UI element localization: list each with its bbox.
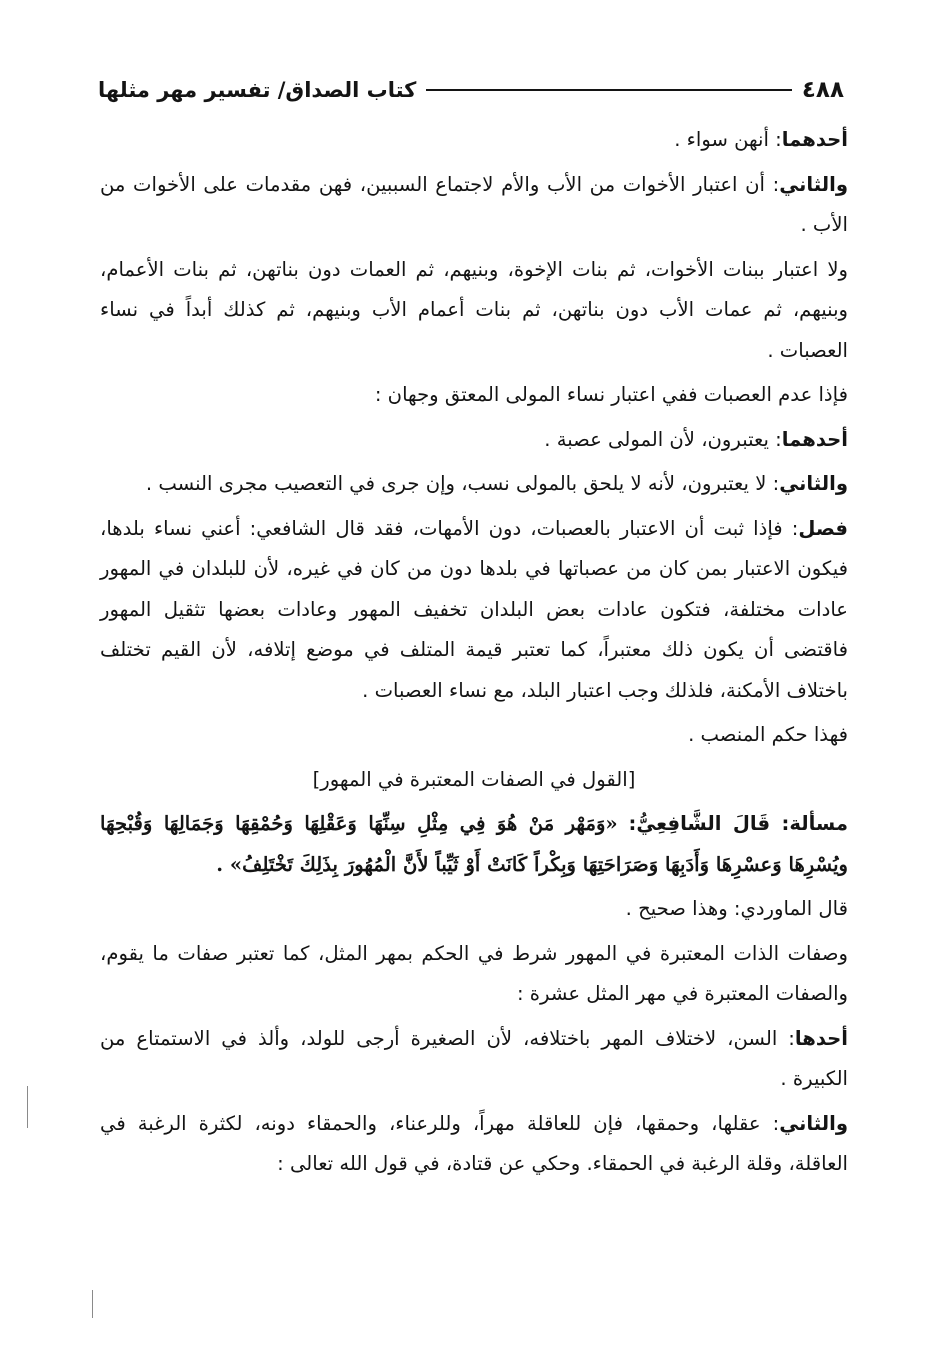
header-rule [426, 89, 791, 91]
section-heading: [القول في الصفات المعتبرة في المهور] [312, 767, 636, 791]
paragraph-text: : لا يعتبرون، لأنه لا يلحق بالمولى نسب، وإن جرى في التعصيب مجرى النسب . [145, 472, 780, 495]
paragraph [100, 165, 848, 246]
paragraph-text: وصفات الذات المعتبرة في المهور شرط في الحكم بمهر المثل، كما تعتبر صفات ما يقوم، والصفات المعتبرة في مهر المثل عشرة : [100, 941, 848, 1005]
masala-speaker: : قَالَ الشَّافِعِيُّ: [628, 812, 790, 835]
paragraph [100, 509, 848, 712]
paragraph [100, 420, 848, 461]
paragraph [100, 934, 848, 1015]
paragraph-text: فهذا حكم المنصب . [688, 723, 848, 746]
paragraph-lead: والثاني [779, 172, 848, 196]
paragraph [100, 715, 848, 756]
paragraph-text: : أن اعتبار الأخوات من الأب والأم لاجتماع السببين، فهن مقدمات على الأخوات من الأب . [100, 172, 848, 236]
paragraph-lead: أحدهما [781, 128, 848, 151]
paragraph-lead: والثاني [779, 472, 848, 495]
paragraph [100, 889, 848, 930]
scan-margin-mark [27, 1086, 28, 1128]
paragraph-text: قال الماوردي: وهذا صحيح . [625, 897, 848, 920]
masala-lead: مسألة [789, 812, 848, 835]
paragraph [100, 464, 848, 505]
paragraph-text: فإذا عدم العصبات ففي اعتبار نساء المولى المعتق وجهان : [374, 383, 848, 406]
page-header [98, 70, 844, 110]
paragraph-text: : أنهن سواء . [674, 128, 782, 151]
paragraph-lead: أحدهما [781, 427, 848, 451]
paragraph [100, 1104, 848, 1185]
paragraph-text: : السن، لاختلاف المهر باختلافه، لأن الصغيرة أرجى للولد، وألذ في الاستمتاع من الكبيرة . [100, 1026, 848, 1090]
paragraph-lead: أحدها [794, 1026, 848, 1050]
paragraph [100, 1019, 848, 1100]
page-number: ٤٨٨ [801, 77, 844, 103]
masala-paragraph [100, 804, 848, 885]
scan-margin-mark [92, 1290, 93, 1318]
paragraph-text: : عقلها، وحمقها، فإن للعاقلة مهراً، وللرعناء، والحمقاء دونه، لكثرة الرغبة في العاقلة، وقلة الرغبة في الحمقاء. وحكي عن قتادة، في قول الله تعالى : [100, 1111, 848, 1175]
paragraph-lead: فصل [798, 516, 848, 540]
paragraph-text: ولا اعتبار ببنات الأخوات، ثم بنات الإخوة، وبنيهم، ثم العمات دون بناتهن، ثم بنات الأعمام، وبنيهم، ثم عمات الأب دون بناتهن، ثم بنات أعمام الأب وبنيهم، ثم كذلك أبداً في نساء العصبات . [100, 257, 848, 362]
paragraph-lead: والثاني [779, 1111, 848, 1135]
page-body [100, 120, 848, 1189]
running-title: كتاب الصداق/ تفسير مهر مثلها [98, 78, 417, 102]
paragraph [100, 250, 848, 372]
masala-quote: «وَمَهْر مَنْ هُوَ فِي مِثْلِ سِنِّهَا وَعَقْلِهَا وَحُمْقِهَا وَجَمَالِهَا وَقُبْحِهَا ويُسْرِهَا وَعسْرِهَا وَأَدَبِهَا وَصَرَاحَتِهَا وَبِكْراً كَانَتْ أَوْ ثَيِّباً لأَنَّ الْمُهُورَ بِذَلِكَ تَخْتَلِفُ» . [100, 812, 848, 876]
paragraph [100, 375, 848, 416]
paragraph-text: : فإذا ثبت أن الاعتبار بالعصبات، دون الأمهات، فقد قال الشافعي: أعني نساء بلدها، فيكون الاعتبار بمن كان من عصباتها في بلدها دون من كان في غيره، لأن للبلدان في المهور عادات مختلفة، فتكون عادات بعض البلدان تخفيف المهور وعادات بعضها تثقيل المهور فاقتضى أن يكون ذلك معتبراً، كما تعتبر قيمة المتلف في موضع إتلافه، لأن القيم تختلف باختلاف الأمكنة، فلذلك وجب اعتبار البلد، مع نساء العصبات . [100, 516, 848, 702]
paragraph-text: : يعتبرون، لأن المولى عصبة . [544, 427, 782, 451]
paragraph [100, 120, 848, 161]
